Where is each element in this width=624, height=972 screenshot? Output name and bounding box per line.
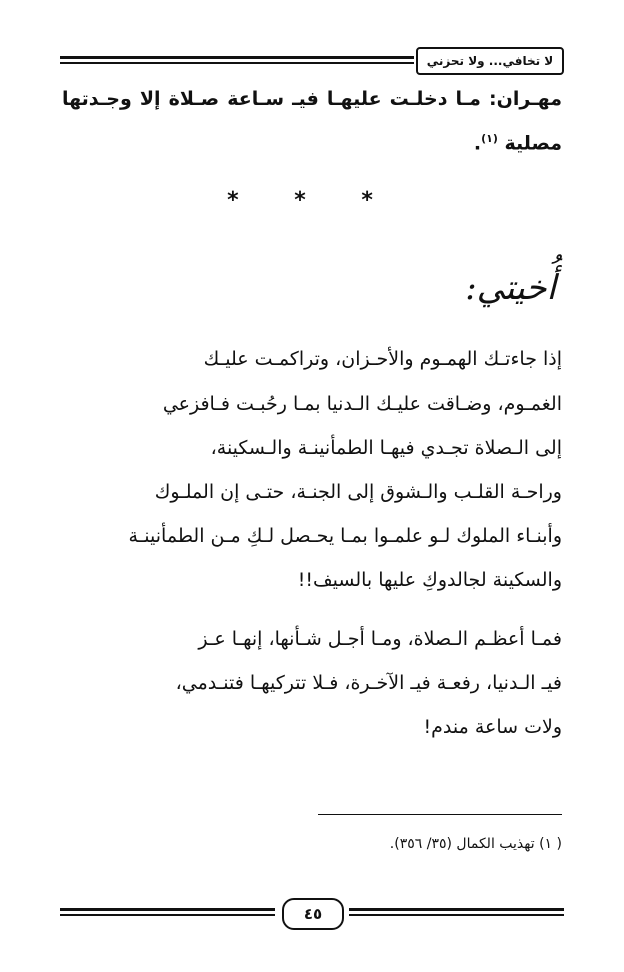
paragraph1-line: الغمـوم، وضـاقت عليـك الـدنيا بمـا رحُبـت فـافزعي (162, 393, 562, 415)
paragraph1-line: والسكينة لجالدوكِ عليها بالسيف!! (297, 569, 562, 591)
footnote-reference: (١) (481, 132, 498, 145)
top-paragraph-line-2: مصلية $^{(١)}$. (473, 132, 562, 155)
paragraph2-line: ولات ساعة مندم! (423, 716, 562, 738)
paragraph1-line: وراحـة القلـب والـشوق إلى الجنـة، حتـى إن الملـوك (154, 481, 562, 503)
header-rule-thin (60, 62, 414, 64)
footnote-divider (318, 814, 562, 815)
section-heading: أُخيتي: (465, 268, 556, 308)
paragraph1-line: إذا جاءتـك الهمـوم والأحـزان، وتراكمـت عليـك (203, 348, 562, 370)
running-header (60, 44, 564, 74)
section-separator: * * * (227, 188, 397, 213)
page-footer (60, 894, 564, 930)
paragraph1-line: إلى الـصلاة تجـدي فيهـا الطمأنينـة والـسكينة، (210, 437, 562, 459)
top-paragraph-line-1: مهـران: مـا دخلـت عليهـا فيـ سـاعة صـلاة إلا وجـدتها (62, 88, 562, 110)
footnote-text: ( ١) تهذيب الكمال (٣٥/ ٣٥٦). (389, 836, 562, 852)
top-paragraph-end: مصلية (504, 132, 562, 155)
header-rule-thick (60, 56, 414, 59)
footer-rule-left-thin (60, 914, 275, 916)
paragraph2-line: فمـا أعظـم الـصلاة، ومـا أجـل شـأنها، إنهـا عـز (198, 628, 562, 650)
footer-rule-left-thick (60, 908, 275, 911)
book-title-box: لا تخافي... ولا تحزني (416, 47, 564, 75)
footer-rule-right-thin (349, 914, 564, 916)
footer-rule-right-thick (349, 908, 564, 911)
paragraph1-line: وأبنـاء الملوك لـو علمـوا بمـا يحـصل لـكِ مـن الطمأنينـة (128, 525, 562, 547)
paragraph2-line: فيـ الـدنيا، رفعـة فيـ الآخـرة، فـلا تتركيهـا فتنـدمي، (175, 672, 562, 694)
page-number: ٤٥ (282, 898, 344, 930)
